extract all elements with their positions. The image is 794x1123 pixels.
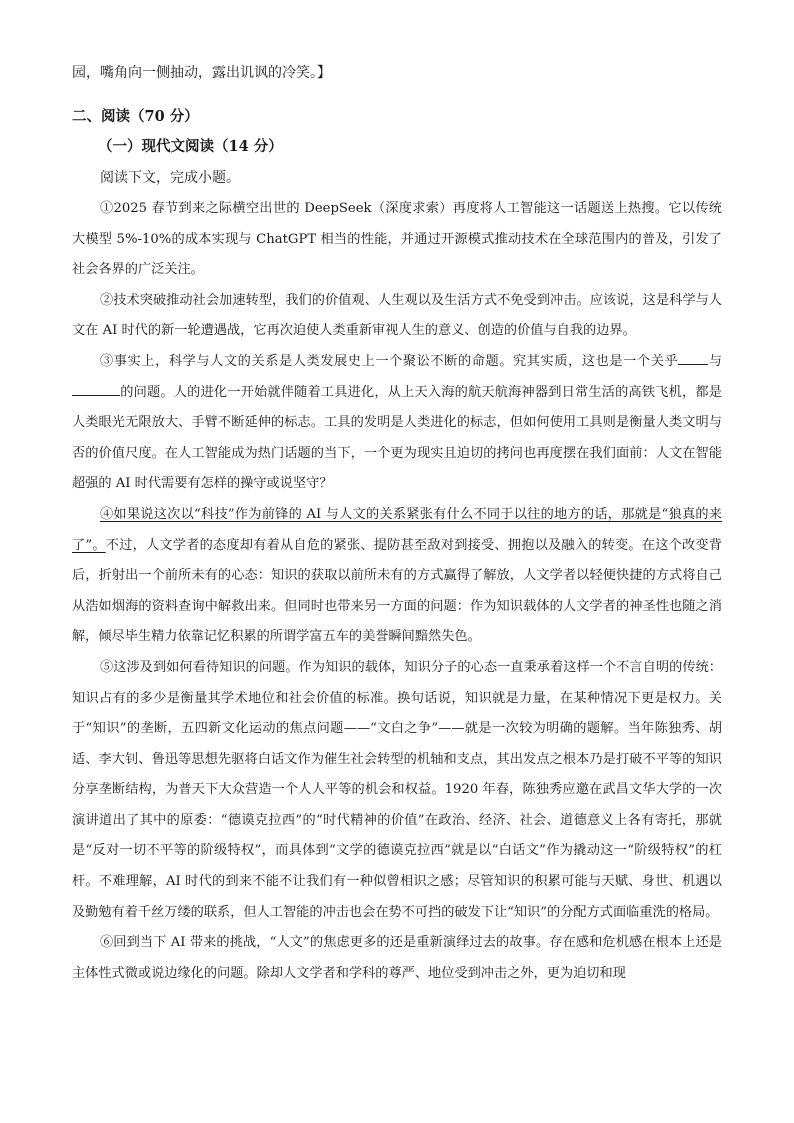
answer-blank-1[interactable]	[678, 352, 708, 365]
paragraph-3	[72, 347, 722, 500]
paragraph-3-part-c: 的问题。人的进化一开始就伴随着工具进化，从上天入海的航天航海神器到日常生活的高铁飞机，都是人类眼光无限放大、手臂不断延伸的标志。工具的发明是人类进化的标志，但如何使用工具则是衡量人类文明与否的价值尺度。在人工智能成为热门话题的当下，一个更为现实且迫切的拷问也再度摆在我们面前：人文在智能超强的 AI 时代需要有怎样的操守或说坚守？	[72, 384, 722, 492]
paragraph-4	[72, 500, 722, 653]
paragraph-2: ②技术突破推动社会加速转型，我们的价值观、人生观以及生活方式不免受到冲击。应该说，这是科学与人文在 AI 时代的新一轮遭遇战，它再次迫使人类重新审视人生的意义、创造的价值与自我的边界。	[72, 292, 722, 339]
paragraph-3-part-a: ③事实上，科学与人文的关系是人类发展史上一个聚讼不断的命题。究其实质，这也是一个关乎	[100, 353, 679, 369]
paragraph-5: ⑤这涉及到如何看待知识的问题。作为知识的载体，知识分子的心态一直秉承着这样一个不言自明的传统：知识占有的多少是衡量其学术地位和社会价值的标准。换句话说，知识就是力量，在某种情况下更是权力。关于“知识”的垄断，五四新文化运动的焦点问题——“文白之争”——就是一次较为明确的题解。当年陈独秀、胡适、李大钊、鲁迅等思想先驱将白话文作为催生社会转型的机轴和支点，其出发点之根本乃是打破不平等的知识分享垄断结构，为普天下大众营造一个人人平等的机会和权益。1920 年春，陈独秀应邀在武昌文华大学的一次演讲道出了其中的原委：“德谟克拉西”的“时代精神的价值”在政治、经济、社会、道德意义上各有寄托，那就是“反对一切不平等的阶级特权”，而具体到“文学的德谟克拉西”就是以“白话文”作为撬动这一“阶级特权”的杠杆。不难理解，AI 时代的到来不能不让我们有一种似曾相识之感；尽管知识的积累可能与天赋、身世、机遇以及勤勉有着千丝万缕的联系，但人工智能的冲击也会在势不可挡的破发下让“知识”的分配方式面临重洗的格局。	[72, 659, 722, 920]
paragraph-4-underlined-sentence: ④如果说这次以“科技”作为前锋的 AI 与人文的关系紧张有什么不同于以往的地方的话，那就是“狼真的来了”。	[72, 506, 722, 553]
paragraph-4-rest: 不过，人文学者的态度却有着从自危的紧张、提防甚至敌对到接受、拥抱以及融入的转变。在这个改变背后，折射出一个前所未有的心态：知识的获取以前所未有的方式赢得了解放，人文学者以轻便快捷的方式将自己从浩如烟海的资料查询中解救出来。但同时也带来另一方面的问题：作为知识载体的人文学者的神圣性也随之消解，倾尽毕生精力依靠记忆积累的所谓学富五车的美誉瞬间黯然失色。	[72, 537, 722, 645]
instruction: 阅读下文，完成小题。	[100, 170, 240, 186]
answer-blank-2[interactable]	[72, 383, 120, 396]
top-line: 园，嘴角向一侧抽动，露出讥讽的冷笑。】	[72, 65, 331, 81]
paragraph-3-part-b: 与	[708, 353, 723, 369]
section-title: 二、阅读（70 分）	[72, 108, 199, 125]
document-page	[72, 58, 722, 989]
paragraph-6: ⑥回到当下 AI 带来的挑战，“人文”的焦虑更多的还是重新演绎过去的故事。存在感和危机感在根本上还是主体性式微或说边缘化的问题。除却人文学者和学科的尊严、地位受到冲击之外，更为迫切和现	[72, 935, 722, 981]
subsection-title: （一）现代文阅读（14 分）	[98, 138, 283, 155]
paragraph-1: ①2025 春节到来之际横空出世的 DeepSeek（深度求索）再度将人工智能这一话题送上热搜。它以传统大模型 5%-10%的成本实现与 ChatGPT 相当的性能，并通过开源模式推动技术在全球范围内的普及，引发了社会各界的广泛关注。	[72, 201, 722, 278]
